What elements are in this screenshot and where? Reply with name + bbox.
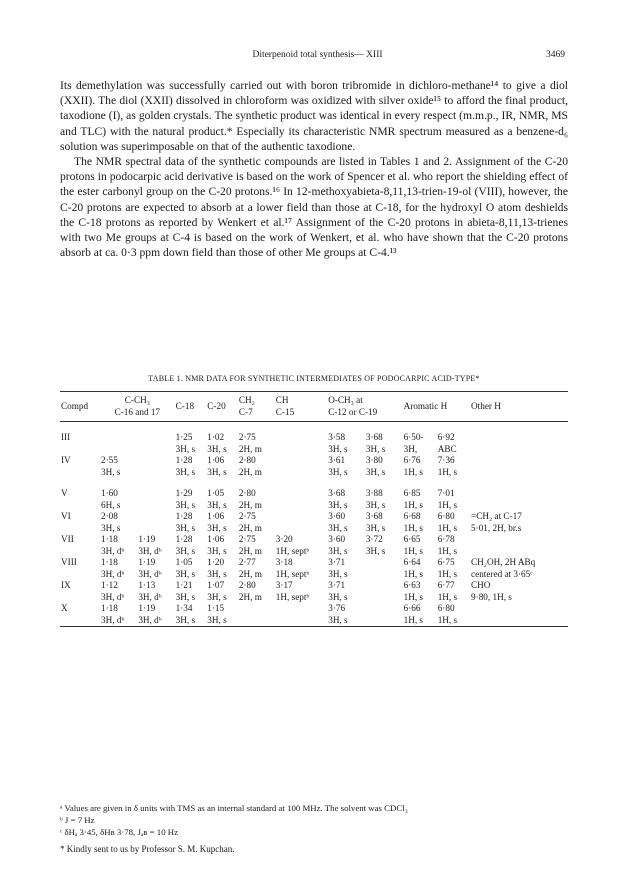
cell-och3b — [365, 603, 403, 627]
cell-ara: 6·63 1H, s — [403, 580, 423, 602]
cell-c20: 1·06 3H, s — [207, 534, 227, 556]
cell-c7: 2·80 2H, m — [238, 488, 262, 510]
table-row — [60, 557, 568, 580]
cell-c16b — [137, 422, 174, 456]
cell-och3a: 3·60 3H, s — [328, 534, 348, 556]
cell-compd: VIII — [61, 557, 77, 567]
cell-c16b — [137, 478, 174, 511]
cell-c20: 1·05 3H, s — [207, 488, 227, 510]
cell-c18: 1·34 3H, s — [175, 603, 196, 625]
cell-other — [470, 422, 568, 456]
cell-arb: 6·80 1H, s — [437, 603, 458, 625]
cell-och3a: 3·58 3H, s — [328, 432, 348, 454]
nmr-table — [60, 391, 568, 627]
cell-arb: 7·01 1H, s — [437, 488, 458, 510]
cell-arb: 6·78 1H, s — [437, 534, 458, 556]
cell-och3b: 3·80 3H, s — [365, 455, 386, 477]
cell-c20: 1·06 3H, s — [207, 455, 227, 477]
cell-c16b: 1·19 3H, dᵇ — [138, 603, 162, 625]
header-c15: CH C-15 — [275, 395, 295, 417]
table-row — [60, 455, 568, 478]
cell-c7: 2·80 2H, m — [238, 580, 262, 602]
cell-compd: VII — [61, 534, 74, 544]
header-och3: O-CH₃ at C-12 or C-19 — [328, 395, 378, 417]
cell-och3b — [365, 580, 403, 603]
cell-ara: 6·76 1H, s — [403, 455, 423, 477]
table-footnote-c: ᶜ δHₐ 3·45, δHʙ 3·78, Jₐʙ = 10 Hz — [60, 827, 179, 837]
cell-c16a: 1·12 3H, dᵇ — [101, 580, 125, 602]
cell-och3b — [365, 557, 403, 580]
cell-c18: 1·05 3H, s — [175, 557, 196, 579]
cell-c16b: 1·13 3H, dᵇ — [138, 580, 162, 602]
cell-och3a: 3·71 3H, s — [328, 557, 348, 579]
cell-c15 — [275, 603, 327, 627]
cell-ara: 6·50- 3H, — [403, 432, 424, 454]
cell-c16b: 1·19 3H, dᵇ — [138, 534, 162, 556]
table-row — [60, 580, 568, 603]
cell-c15: 3·18 1H, septᵇ — [275, 557, 310, 579]
cell-c7 — [238, 603, 275, 627]
header-compd: Compd — [61, 400, 89, 411]
table-row — [60, 478, 568, 511]
header-aromatic: Aromatic H — [403, 400, 448, 411]
table-header-row — [60, 392, 568, 422]
cell-arb: 7·36 1H, s — [437, 455, 458, 477]
header-c-ch3: C-CH₃ C-16 and 17 — [114, 395, 161, 417]
cell-arb: 6·92 ABC — [437, 432, 457, 454]
cell-other — [470, 534, 568, 557]
paragraph-2: The NMR spectral data of the synthetic compounds are listed in Tables 1 and 2. Assignment of the C-20 protons in podocarpic acid derivative is based on the work of Spencer et al. who report the shielding effect of the ester carbonyl group on the C-20 protons.¹⁶ In 12-methoxyabieta-8,11,13-trien-19-ol (VIII), however, the C-20 protons are expected to absorb at a lower field than those at C-18, for the hydroxyl O atom deshields the C-18 protons as reported by Wenkert et al.¹⁷ Assignment of the C-20 protons in abieta-8,11,13-trienes with two Me groups at C-4 is based on the work of Wenkert, et al. who have shown that the C-20 protons absorb at ca. 0·3 ppm down field than those of other Me groups at C-4.¹³ — [60, 155, 568, 260]
cell-c20: 1·15 3H, s — [207, 603, 227, 625]
cell-c18: 1·28 3H, s — [175, 455, 196, 477]
cell-compd: IV — [61, 455, 71, 465]
cell-c16a: 1·18 3H, dᵇ — [101, 603, 125, 625]
cell-c16a: 2·08 3H, s — [101, 511, 121, 533]
cell-c15: 3·20 1H, septᵇ — [275, 534, 310, 556]
cell-other — [470, 478, 568, 511]
cell-c16b — [137, 455, 174, 478]
cell-c16a: 1·60 6H, s — [101, 488, 121, 510]
cell-arb: 6·80 1H, s — [437, 511, 458, 533]
cell-och3b: 3·88 3H, s — [365, 488, 386, 510]
cell-och3b: 3·68 3H, s — [365, 511, 386, 533]
cell-c7: 2·77 2H, m — [238, 557, 262, 579]
cell-c18: 1·21 3H, s — [175, 580, 196, 602]
cell-c7: 2·80 2H, m — [238, 455, 262, 477]
page-footnote: * Kindly sent to us by Professor S. M. Kupchan. — [60, 844, 235, 854]
paragraph-1: Its demethylation was successfully carried out with boron tribromide in dichloro-methane¹⁴ to give a diol (XXII). The diol (XXII) dissolved in chloroform was oxidized with silver oxide¹⁵ to afford the final product, taxodione (I), as golden crystals. The synthetic product was identical in every respect (m.m.p., IR, NMR, MS and TLC) with the natural product.* Especially its characteristic NMR spectrum measured as a benzene-d₆ solution was superimposable on that of the authentic taxodione. — [60, 79, 568, 153]
cell-c15: 3·17 1H, septᵇ — [275, 580, 310, 602]
table-caption: TABLE 1. NMR DATA FOR SYNTHETIC INTERMEDIATES OF PODOCARPIC ACID-TYPE* — [148, 374, 480, 383]
cell-och3a: 3·71 3H, s — [328, 580, 348, 602]
table-footnote-a: ᵃ Values are given in δ units with TMS as an internal standard at 100 MHz. The solvent was CDCl₃ — [60, 803, 408, 813]
cell-c18: 1·28 3H, s — [175, 534, 196, 556]
cell-c18: 1·29 3H, s — [175, 488, 196, 510]
cell-c7: 2·75 2H, m — [238, 534, 262, 556]
cell-och3a: 3·76 3H, s — [328, 603, 348, 625]
cell-arb: 6·77 1H, s — [437, 580, 458, 602]
table-row — [60, 603, 568, 627]
cell-och3a: 3·68 3H, s — [328, 488, 348, 510]
body-text — [60, 78, 568, 260]
cell-c20: 1·02 3H, s — [207, 432, 227, 454]
cell-c16a — [100, 422, 137, 456]
cell-other: CHO 9·80, 1H, s — [471, 580, 512, 602]
cell-other — [470, 455, 568, 478]
cell-c15 — [275, 511, 327, 534]
table-footnote-b: ᵇ J = 7 Hz — [60, 815, 95, 825]
running-header — [70, 50, 565, 64]
cell-och3b: 3·72 3H, s — [365, 534, 386, 556]
cell-compd: VI — [61, 511, 71, 521]
cell-c16b: 1·19 3H, dᵇ — [138, 557, 162, 579]
cell-other: CH₂OH, 2H ABq centered at 3·65ᶜ — [471, 557, 536, 579]
cell-other: =CH₂ at C-17 5·01, 2H, br.s — [471, 511, 522, 533]
cell-och3a: 3·60 3H, s — [328, 511, 348, 533]
cell-c15 — [275, 422, 327, 456]
cell-ara: 6·68 1H, s — [403, 511, 423, 533]
cell-compd: IX — [61, 580, 71, 590]
running-title: Diterpenoid total synthesis— XIII — [252, 50, 383, 60]
cell-c20: 1·07 3H, s — [207, 580, 227, 602]
cell-c15 — [275, 478, 327, 511]
cell-c16b — [137, 511, 174, 534]
cell-other — [470, 603, 568, 627]
page-number: 3469 — [546, 50, 565, 60]
cell-compd: III — [61, 432, 71, 442]
cell-c15 — [275, 455, 327, 478]
cell-compd: V — [61, 488, 68, 498]
cell-c7: 2·75 2H, m — [238, 511, 262, 533]
cell-arb: 6·75 1H, s — [437, 557, 458, 579]
cell-och3a: 3·61 3H, s — [328, 455, 348, 477]
cell-ara: 6·64 1H, s — [403, 557, 423, 579]
header-c18: C-18 — [175, 400, 195, 411]
cell-ara: 6·65 1H, s — [403, 534, 423, 556]
cell-c20: 1·20 3H, s — [207, 557, 227, 579]
cell-compd: X — [61, 603, 68, 613]
cell-ara: 6·66 1H, s — [403, 603, 423, 625]
header-c20: C-20 — [207, 400, 226, 411]
cell-c7: 2·75 2H, m — [238, 432, 262, 454]
cell-c16a: 1·18 3H, dᵇ — [101, 534, 125, 556]
header-c7: CH₂ C-7 — [238, 395, 255, 417]
cell-c16a: 1·18 3H, dᵇ — [101, 557, 125, 579]
header-other: Other H — [471, 400, 501, 411]
table-row — [60, 534, 568, 557]
cell-c18: 1·28 3H, s — [175, 511, 196, 533]
cell-c16a: 2·55 3H, s — [101, 455, 121, 477]
table-row — [60, 422, 568, 456]
cell-och3b: 3·68 3H, s — [365, 432, 386, 454]
cell-c18: 1·25 3H, s — [175, 432, 196, 454]
table-row — [60, 511, 568, 534]
cell-c20: 1·06 3H, s — [207, 511, 227, 533]
cell-ara: 6·85 1H, s — [403, 488, 423, 510]
